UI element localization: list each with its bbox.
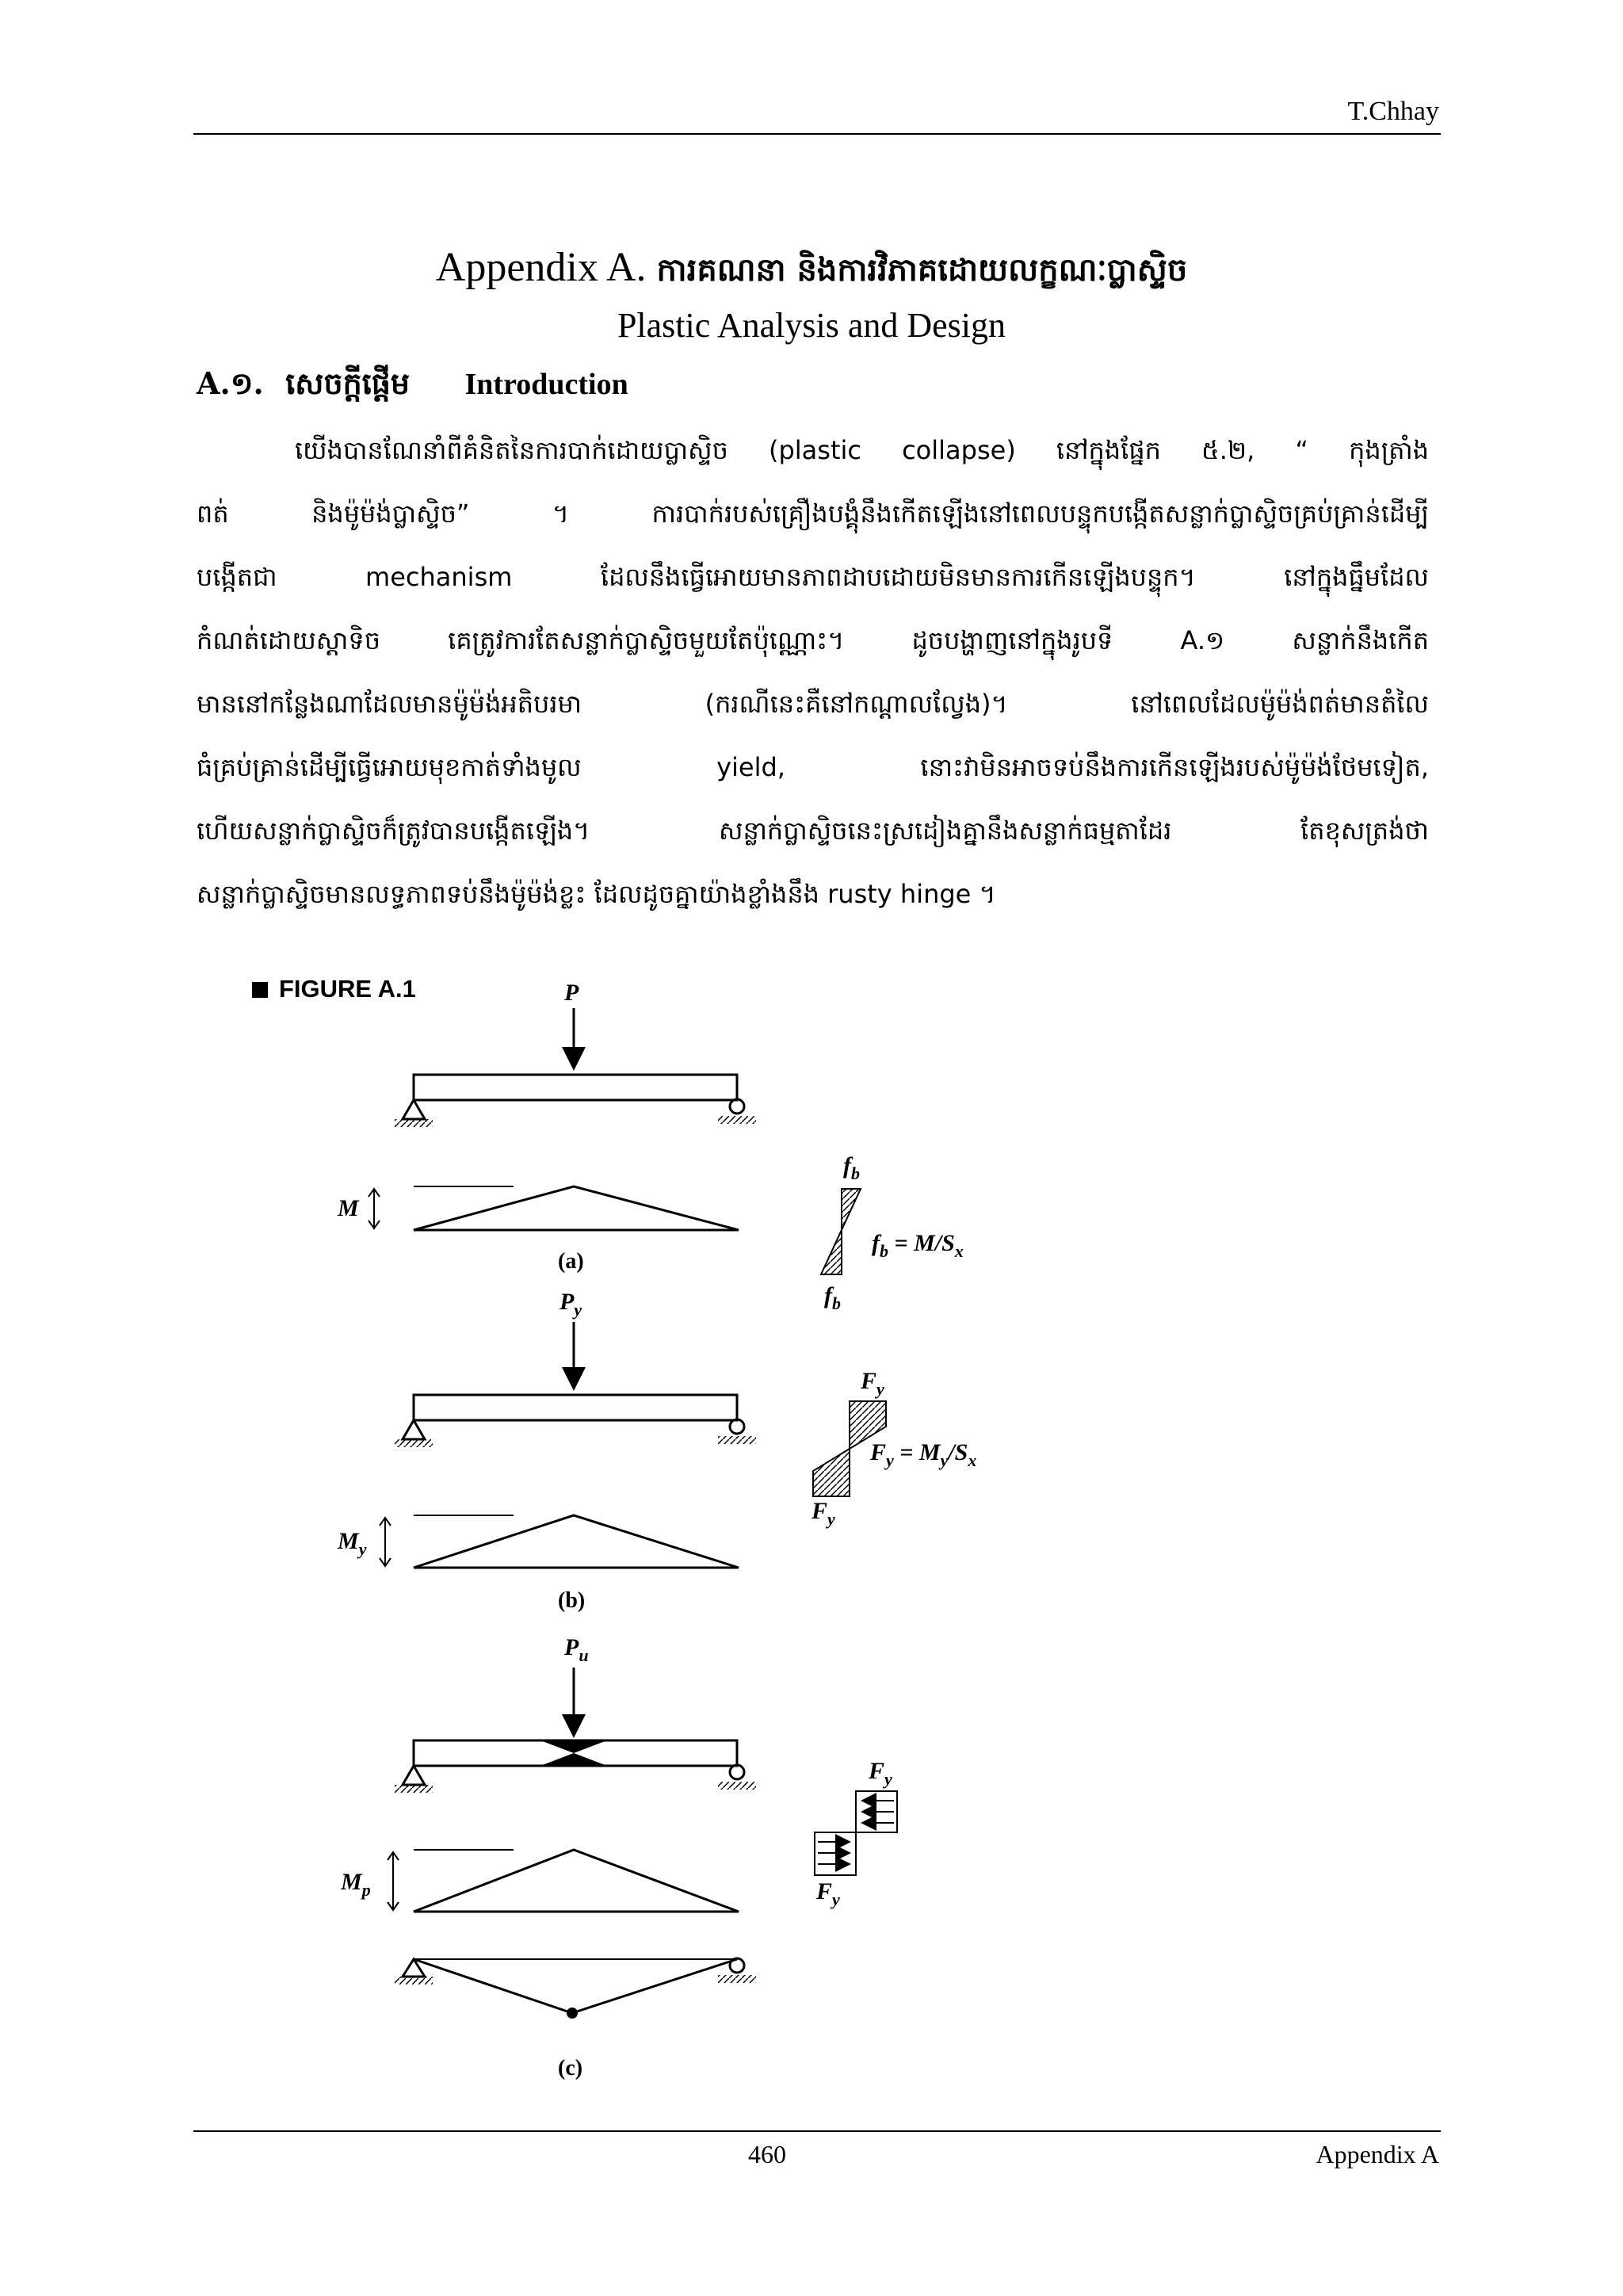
section-title-khmer: សេចក្តីផ្តើម	[285, 365, 410, 401]
pin-support-b	[403, 1420, 425, 1439]
ground-hatch	[718, 1975, 756, 1983]
diagram-b	[337, 1289, 976, 1613]
footer-rule	[193, 2130, 1441, 2132]
roller-support-c	[730, 1765, 744, 1779]
page-subtitle: Plastic Analysis and Design	[617, 306, 1006, 345]
pin-support-a	[403, 1100, 425, 1119]
paragraph-line: ហើយសន្លាក់ប្លាស្ទិចក៏ត្រូវបានបង្កើតឡើង។ សន្លាក់ប្លាស្ទិចនេះស្រដៀងគ្នានឹងសន្លាក់ធម្មតាដែរ តែខុសត្រង់ថា	[197, 816, 1429, 846]
ground-hatch	[395, 1785, 433, 1793]
ground-hatch	[395, 1977, 433, 1985]
load-label-c: $P_u$	[564, 1634, 589, 1665]
ground-hatch	[718, 1782, 756, 1790]
beam-b	[414, 1395, 737, 1420]
caption-c: (c)	[558, 2056, 583, 2080]
plastic-hinge-zone	[540, 1740, 607, 1766]
stress-top-b: $F_y$	[861, 1368, 884, 1399]
stress-equation-b: $F_y = M_y/S_x$	[870, 1439, 977, 1470]
moment-diagram-c	[414, 1850, 739, 1912]
stress-top-a: $f_b$	[843, 1152, 860, 1183]
stress-top-c: $F_y$	[869, 1758, 892, 1789]
section-title-english: Introduction	[464, 368, 628, 401]
caption-a: (a)	[558, 1249, 584, 1274]
page-number: 460	[748, 2140, 786, 2168]
roller-support-b	[730, 1419, 744, 1434]
pin-support-c	[403, 1766, 425, 1785]
paragraph-line: កំណត់ដោយស្តាទិច គេត្រូវការតែសន្លាក់ប្លាស្ទិចមួយតែប៉ុណ្ណោះ។ ដូចបង្ហាញនៅក្នុងរូបទី A.១ សន្លាក់នឹងកើត	[197, 625, 1429, 655]
ground-hatch	[718, 1116, 756, 1124]
diagram-c	[340, 1634, 897, 2080]
stress-bot-b: $F_y$	[812, 1498, 835, 1529]
figure-label: FIGURE A.1	[252, 975, 416, 1003]
roller-support-a	[730, 1099, 744, 1114]
paragraph-line: ពត់ និងម៉ូម៉ង់ប្លាស្ទិច” ។ ការបាក់របស់គ្រឿងបង្គុំនឹងកើតឡើងនៅពេលបន្ទុកបង្កើតសន្លាក់ប្លាស្ទិចគ្រប់គ្រាន់ដើម្បី	[197, 499, 1429, 529]
beam-a	[414, 1075, 737, 1100]
header-author: T.Chhay	[1347, 97, 1439, 126]
moment-label-a: M	[338, 1195, 359, 1221]
load-label-b: $P_y$	[559, 1289, 582, 1320]
paragraph-line: ធំគ្រប់គ្រាន់ដើម្បីធ្វើអោយមុខកាត់ទាំងមូល yield, នោះវាមិនអាចទប់នឹងការកើនឡើងរបស់ម៉ូម៉ង់ថែមទៀត,	[197, 752, 1429, 782]
paragraph-line: សន្លាក់ប្លាស្ទិចមានលទ្ធភាពទប់នឹងម៉ូម៉ង់ខ្លះ ដែលដូចគ្នាយ៉ាងខ្លាំងនឹង rusty hinge ។	[197, 879, 996, 909]
roller-support-mech	[730, 1958, 744, 1973]
stress-bot-a: $f_b$	[824, 1282, 841, 1313]
paragraph-line: បង្កើតជា mechanism ដែលនឹងធ្វើអោយមានភាពដាបដោយមិនមានការកើនឡើងបន្ទុក។ នៅក្នុងធ្នឹមដែល	[197, 562, 1429, 592]
ground-hatch	[395, 1119, 433, 1127]
moment-diagram-a	[414, 1186, 739, 1230]
load-label-a: P	[564, 980, 579, 1006]
diagram-a	[337, 980, 964, 1313]
paragraph-line: យើងបានណែនាំពីគំនិតនៃការបាក់ដោយប្លាស្ទិច (plastic collapse) នៅក្នុងផ្នែក ៥.២, “ កុងត្រាំង	[295, 435, 1429, 465]
section-number: A.១.	[197, 365, 264, 401]
title-prefix: Appendix A.	[435, 245, 647, 290]
ground-hatch	[718, 1436, 756, 1444]
footer-section: Appendix A	[1316, 2140, 1439, 2168]
caption-b: (b)	[558, 1588, 586, 1613]
moment-label-b: $M_y$	[338, 1528, 367, 1559]
plastic-hinge-dot	[567, 2008, 578, 2019]
moment-diagram-b	[414, 1515, 739, 1568]
stress-bot-c: $F_y$	[816, 1878, 840, 1909]
stress-profile-b-bot	[813, 1449, 850, 1496]
stress-profile-a	[821, 1189, 861, 1274]
ground-hatch	[395, 1439, 433, 1447]
collapse-mechanism	[414, 1959, 737, 2013]
title-khmer: ការគណនា និងការវិភាគដោយលក្ខណៈប្លាស្ទិច	[656, 251, 1188, 288]
moment-label-c: $M_p$	[341, 1869, 371, 1900]
paragraph-line: មាននៅកន្លែងណាដែលមានម៉ូម៉ង់អតិបរមា (ករណីនេះគឺនៅកណ្តាលល្វែង)។ នៅពេលដែលម៉ូម៉ង់ពត់មានតំលៃ	[197, 689, 1429, 719]
stress-equation-a: $f_b = M/S_x$	[872, 1230, 964, 1261]
